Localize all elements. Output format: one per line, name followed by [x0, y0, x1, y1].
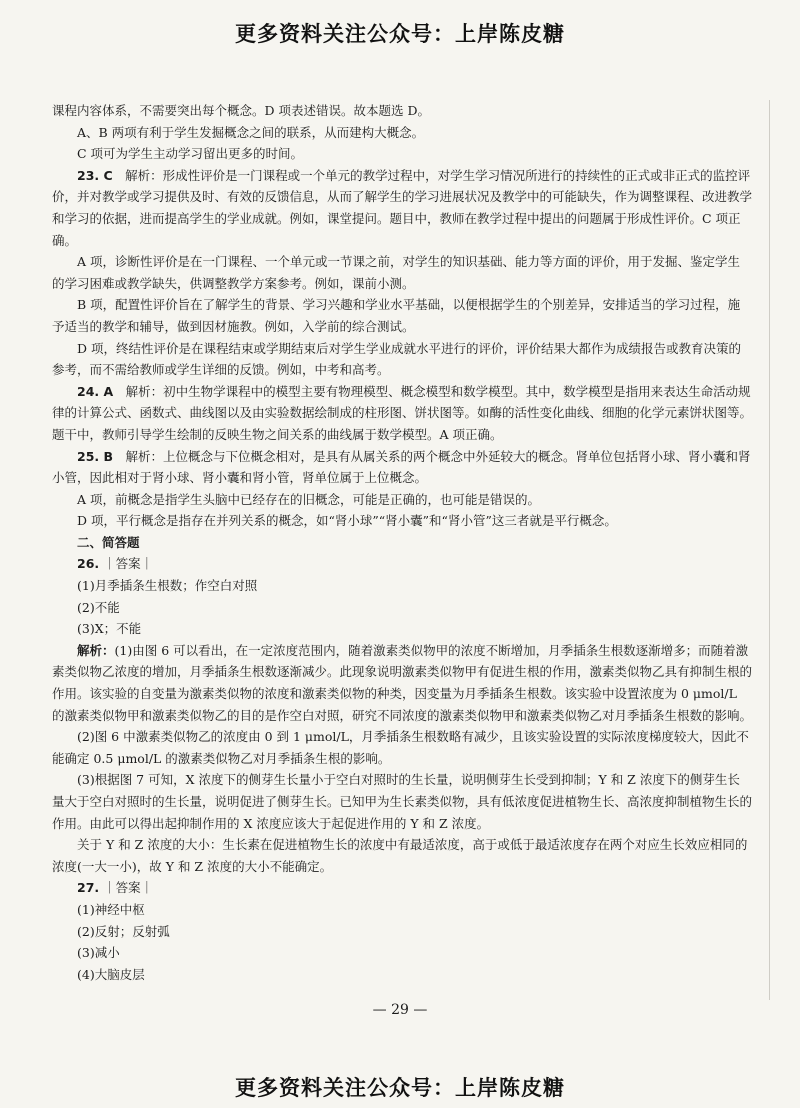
paragraph	[52, 575, 752, 597]
question-number: 26.	[77, 556, 100, 572]
paragraph-text: (2)不能	[77, 599, 120, 615]
document-body	[52, 100, 752, 985]
paragraph	[52, 532, 752, 554]
paragraph	[52, 877, 752, 899]
paragraph-text: (1)神经中枢	[77, 901, 145, 917]
paragraph	[52, 122, 752, 144]
paragraph-text: C 项可为学生主动学习留出更多的时间。	[77, 146, 304, 162]
paragraph-text: ｜答案｜	[99, 880, 154, 896]
paragraph	[52, 251, 752, 294]
paragraph	[52, 726, 752, 769]
header-banner: 更多资料关注公众号：上岸陈皮糖	[235, 22, 565, 46]
paragraph-text: (3)X；不能	[77, 621, 142, 637]
paragraph	[52, 769, 752, 834]
paragraph	[52, 510, 752, 532]
paragraph	[52, 338, 752, 381]
paragraph-text: 解析：初中生物学课程中的模型主要有物理模型、概念模型和数学模型。其中，数学模型是指用来表达生命活动规律的计算公式、函数式、曲线图以及由实验数据绘制成的柱形图、饼状图等。如酶的活性变化曲线、细胞的化学元素饼状图等。题干中，教师引导学生绘制的反映生物之间关系的曲线属于数学模型。A 项正确。	[52, 383, 753, 442]
paragraph	[52, 964, 752, 986]
question-number: 解析：	[77, 642, 115, 658]
footer-banner: 更多资料关注公众号：上岸陈皮糖	[235, 1076, 565, 1100]
paragraph	[52, 942, 752, 964]
paragraph-text: 关于 Y 和 Z 浓度的大小：生长素在促进植物生长的浓度中有最适浓度，高于或低于最适浓度存在两个对应生长效应相同的浓度(一大一小)，故 Y 和 Z 浓度的大小不能确定。	[52, 837, 748, 874]
paragraph	[52, 446, 752, 489]
paragraph	[52, 899, 752, 921]
paragraph-text: 解析：形成性评价是一门课程或一个单元的教学过程中，对学生学习情况所进行的持续性的正式或非正式的监控评价，并对教学或学习提供及时、有效的反馈信息，从而了解学生的学习进展状况及教学中的可能缺失，作为调整课程、改进教学和学习的依据，进而提高学生的学业成就。例如，课堂提问。题目中，教师在教学过程中提出的问题属于形成性评价。C 项正确。	[52, 167, 753, 248]
paragraph	[52, 294, 752, 337]
paragraph-text: 课程内容体系，不需要突出每个概念。D 项表述错误。故本题选 D。	[52, 103, 430, 118]
paragraph	[52, 553, 752, 575]
paragraph-text: A、B 两项有利于学生发掘概念之间的联系，从而建构大概念。	[77, 124, 425, 140]
paragraph	[52, 143, 752, 165]
question-number: 23. C	[77, 167, 113, 183]
paragraph-text: (1)由图 6 可以看出，在一定浓度范围内，随着激素类似物甲的浓度不断增加，月季插条生根数逐渐增多；而随着激素类似物乙浓度的增加，月季插条生根数逐渐减少。此现象说明激素类似物甲有促进生根的作用，激素类似物乙具有抑制生根的作用。该实验的自变量为激素类似物的浓度和激素类似物的种类，因变量为月季插条生根数。该实验中设置浓度为 0 μmol/L 的激素类似物甲和激素类似物乙的目的是作空白对照，研究不同浓度的激素类似物甲和激素类似物乙对月季插条生根数的影响。	[52, 642, 753, 723]
paragraph-text: 二、简答题	[77, 534, 140, 550]
paragraph-text: A 项，前概念是指学生头脑中已经存在的旧概念，可能是正确的，也可能是错误的。	[77, 491, 541, 507]
paragraph-text: ｜答案｜	[99, 556, 154, 572]
paragraph-text: (4)大脑皮层	[77, 966, 145, 982]
paragraph	[52, 100, 752, 122]
question-number: 24. A	[77, 383, 114, 399]
paragraph-text: (3)根据图 7 可知，X 浓度下的侧芽生长量小于空白对照时的生长量，说明侧芽生长受到抑制；Y 和 Z 浓度下的侧芽生长量大于空白对照时的生长量，说明促进了侧芽生长。已知甲为生长素类似物，具有低浓度促进植物生长、高浓度抑制植物生长的作用。由此可以得出起抑制作用的 X 浓度应该大于起促进作用的 Y 和 Z 浓度。	[52, 772, 753, 831]
paragraph	[52, 640, 752, 726]
paragraph-text: B 项，配置性评价旨在了解学生的背景、学习兴趣和学业水平基础，以便根据学生的个别差异，安排适当的学习过程，施予适当的教学和辅导，做到因材施教。例如，入学前的综合测试。	[52, 297, 741, 334]
paragraph	[52, 618, 752, 640]
paragraph	[52, 489, 752, 511]
paragraph	[52, 921, 752, 943]
paragraph-text: D 项，平行概念是指存在并列关系的概念，如“肾小球”“肾小囊”和“肾小管”这三者就是平行概念。	[77, 513, 617, 529]
paragraph	[52, 165, 752, 251]
paragraph-text: (3)减小	[77, 945, 120, 961]
paragraph-text: 解析：上位概念与下位概念相对，是具有从属关系的两个概念中外延较大的概念。肾单位包括肾小球、肾小囊和肾小管，因此相对于肾小球、肾小囊和肾小管，肾单位属于上位概念。	[52, 448, 751, 486]
paragraph-text: (1)月季插条生根数；作空白对照	[77, 578, 258, 594]
paragraph	[52, 597, 752, 619]
paragraph-text: D 项，终结性评价是在课程结束或学期结束后对学生学业成就水平进行的评价，评价结果大都作为成绩报告或教育决策的参考，而不需给教师或学生详细的反馈。例如，中考和高考。	[52, 340, 741, 378]
page-edge-line	[769, 100, 770, 1000]
question-number: 25. B	[77, 448, 114, 464]
paragraph	[52, 381, 752, 446]
paragraph-text: A 项，诊断性评价是在一门课程、一个单元或一节课之前，对学生的知识基础、能力等方面的评价，用于发掘、鉴定学生的学习困难或教学缺失，供调整教学方案参考。例如，课前小测。	[52, 254, 741, 291]
paragraph-text: (2)图 6 中激素类似物乙的浓度由 0 到 1 μmol/L，月季插条生根数略有减少，且该实验设置的实际浓度梯度较大，因此不能确定 0.5 μmol/L 的激素类似物乙对月季插条生根的影响。	[52, 729, 749, 766]
page-number: — 29 —	[372, 1002, 428, 1018]
paragraph	[52, 834, 752, 877]
paragraph-text: (2)反射；反射弧	[77, 923, 170, 939]
question-number: 27.	[77, 880, 100, 896]
